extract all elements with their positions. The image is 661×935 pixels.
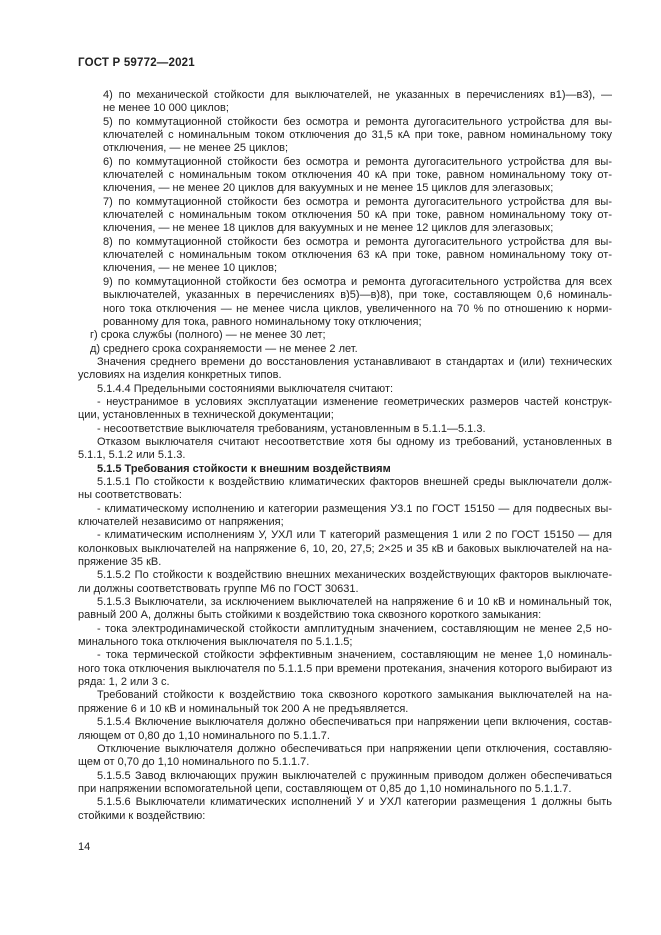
paragraph xyxy=(78,623,612,650)
text-line: при напряжении вспомогательной цепи, составляющем от 0,85 до 1,10 номинального по 5.1.1.7. xyxy=(78,782,572,795)
text-line: 5.1.5.6 Выключатели климатических исполнений У и УХЛ категории размещения 1 должны быть xyxy=(97,796,612,809)
text-line: ны соответствовать: xyxy=(78,489,182,502)
text-line: 5.1.5.2 По стойкости к воздействию внешних механических воздействующих факторов выключате- xyxy=(97,569,612,582)
text-line: стойкими к воздействию: xyxy=(78,809,206,822)
text-line: - тока электродинамической стойкости амплитудным значением, составляющим не менее 2,5 но- xyxy=(97,622,612,635)
document-body xyxy=(78,89,612,823)
text-line: 5.1.4.4 Предельными состояниями выключателя считают: xyxy=(97,382,394,395)
paragraph xyxy=(90,329,612,342)
document-header-standard-number: ГОСТ Р 59772—2021 xyxy=(78,57,195,69)
paragraph xyxy=(103,116,612,156)
paragraph xyxy=(78,476,612,503)
text-line: ключателей с номинальным током отключения до 31,5 кА при токе, равном номинальному току xyxy=(103,129,612,142)
text-line: ключения, — не менее 18 циклов для вакуумных и не менее 12 циклов для элегазовых; xyxy=(103,222,554,235)
text-line: минального тока отключения выключателя по 5.1.1.5; xyxy=(78,636,353,649)
text-line: Отказом выключателя считают несоответствие хотя бы одному из требований, установленных в xyxy=(97,435,612,448)
paragraph xyxy=(78,529,612,569)
text-line: 5) по коммутационной стойкости без осмотра и ремонта дугогасительного устройства для вы- xyxy=(103,115,612,128)
text-line: 5.1.5 Требования стойкости к внешним воздействиям xyxy=(97,462,391,475)
text-line: - тока термической стойкости эффективным значением, составляющим не менее 1,0 номиналь- xyxy=(97,649,612,662)
text-line: ного тока отключения — не менее числа циклов, увеличенного на 70 % по отношению к норми- xyxy=(103,302,612,315)
paragraph xyxy=(103,196,612,236)
text-line: - неустранимое в условиях эксплуатации изменение геометрических размеров частей конструк- xyxy=(97,395,612,408)
text-line: 5.1.5.4 Включение выключателя должно обеспечиваться при напряжении цепи включения, состав- xyxy=(97,716,612,729)
paragraph xyxy=(78,396,612,423)
text-line: рованному для тока, равного номинальному току отключения; xyxy=(103,315,422,328)
text-line: пряжение 35 кВ. xyxy=(78,556,162,569)
paragraph xyxy=(103,236,612,276)
text-line: 9) по коммутационной стойкости без осмотра и ремонта дугогасительного устройства для всех xyxy=(103,275,612,288)
page-number: 14 xyxy=(78,841,91,853)
paragraph xyxy=(78,770,612,797)
paragraph xyxy=(78,716,612,743)
paragraph xyxy=(78,796,612,823)
text-line: - климатическому исполнению и категории размещения У3.1 по ГОСТ 15150 — для подвесных вы- xyxy=(97,502,612,515)
text-line: колонковых выключателей на напряжение 6, 10, 20, 27,5; 2×25 и 35 кВ и баковых выключателей на на- xyxy=(78,542,612,555)
paragraph xyxy=(78,423,612,436)
text-line: 5.1.5.5 Завод включающих пружин выключателей с пружинным приводом должен обеспечиваться xyxy=(97,769,612,782)
text-line: ключателей с номинальным током отключения 40 кА при токе, равном номинальному току от- xyxy=(103,169,612,182)
text-line: ключения, — не менее 20 циклов для вакуумных и не менее 15 циклов для элегазовых; xyxy=(103,182,554,195)
paragraph xyxy=(78,569,612,596)
text-line: ряда: 1, 2 или 3 с. xyxy=(78,676,170,689)
text-line: условиях на изделия конкретных типов. xyxy=(78,369,282,382)
text-line: д) среднего срока сохраняемости — не менее 2 лет. xyxy=(90,342,358,355)
text-line: щем от 0,70 до 1,10 номинального по 5.1.1.7. xyxy=(78,756,310,769)
text-line: 4) по механической стойкости для выключателей, не указанных в перечислениях в1)—в3), — xyxy=(103,89,612,101)
text-line: 5.1.5.1 По стойкости к воздействию климатических факторов внешней среды выключатели долж- xyxy=(97,475,612,488)
paragraph xyxy=(103,156,612,196)
paragraph xyxy=(78,596,612,623)
paragraph xyxy=(78,503,612,530)
text-line: ключения, — не менее 10 циклов; xyxy=(103,262,278,275)
paragraph xyxy=(78,383,612,396)
paragraph xyxy=(78,689,612,716)
text-line: ляющем от 0,80 до 1,10 номинального по 5.1.1.7. xyxy=(78,729,330,742)
paragraph xyxy=(78,356,612,383)
section-heading xyxy=(78,463,612,476)
text-line: ключателей с номинальным током отключения 50 кА при токе, равном номинальному току от- xyxy=(103,209,612,222)
text-line: отключения, — не менее 25 циклов; xyxy=(103,142,288,155)
paragraph xyxy=(78,743,612,770)
text-line: Значения среднего времени до восстановления устанавливают в стандартах и (или) технических xyxy=(97,355,612,368)
text-line: выключателей, указанных в перечислениях в)5)—в)8), при токе, составляющем 0,6 номиналь- xyxy=(103,289,612,302)
text-line: - несоответствие выключателя требованиям, установленным в 5.1.1—5.1.3. xyxy=(97,422,486,435)
text-line: ли должны соответствовать группе М6 по ГОСТ 30631. xyxy=(78,582,359,595)
text-line: 7) по коммутационной стойкости без осмотра и ремонта дугогасительного устройства для вы- xyxy=(103,195,612,208)
text-line: ключателей с номинальным током отключения 63 кА при токе, равном номинальному току от- xyxy=(103,249,612,262)
text-line: не менее 10 000 циклов; xyxy=(103,102,229,115)
text-line: 8) по коммутационной стойкости без осмотра и ремонта дугогасительного устройства для вы- xyxy=(103,235,612,248)
text-line: 6) по коммутационной стойкости без осмотра и ремонта дугогасительного устройства для вы- xyxy=(103,155,612,168)
text-line: г) срока службы (полного) — не менее 30 лет; xyxy=(90,329,326,342)
text-line: 5.1.1, 5.1.2 или 5.1.3. xyxy=(78,449,186,462)
paragraph xyxy=(78,649,612,689)
text-line: ции, установленных в технической документации; xyxy=(78,409,334,422)
text-line: пряжение 6 и 10 кВ и номинальный ток 200 А не предъявляется. xyxy=(78,702,409,715)
text-line: Требований стойкости к воздействию тока сквозного короткого замыкания выключателей на на- xyxy=(97,689,612,702)
text-line: ного тока отключения выключателя по 5.1.1.5 при времени протекания, значения которого выбирают из xyxy=(78,662,612,675)
text-line: Отключение выключателя должно обеспечиваться при напряжении цепи отключения, составляю- xyxy=(97,742,612,755)
text-line: - климатическим исполнениям У, УХЛ или Т категорий размещения 1 или 2 по ГОСТ 15150 — для xyxy=(97,529,612,542)
text-line: ключателей независимо от напряжения; xyxy=(78,516,284,528)
paragraph xyxy=(103,276,612,329)
text-line: равный 200 А, должны быть стойкими к воздействию тока сквозного короткого замыкания: xyxy=(78,609,542,622)
paragraph xyxy=(78,436,612,463)
text-line: 5.1.5.3 Выключатели, за исключением выключателей на напряжение 6 и 10 кВ и номинальный ток, xyxy=(97,596,612,609)
paragraph xyxy=(90,343,612,356)
paragraph xyxy=(103,89,612,116)
